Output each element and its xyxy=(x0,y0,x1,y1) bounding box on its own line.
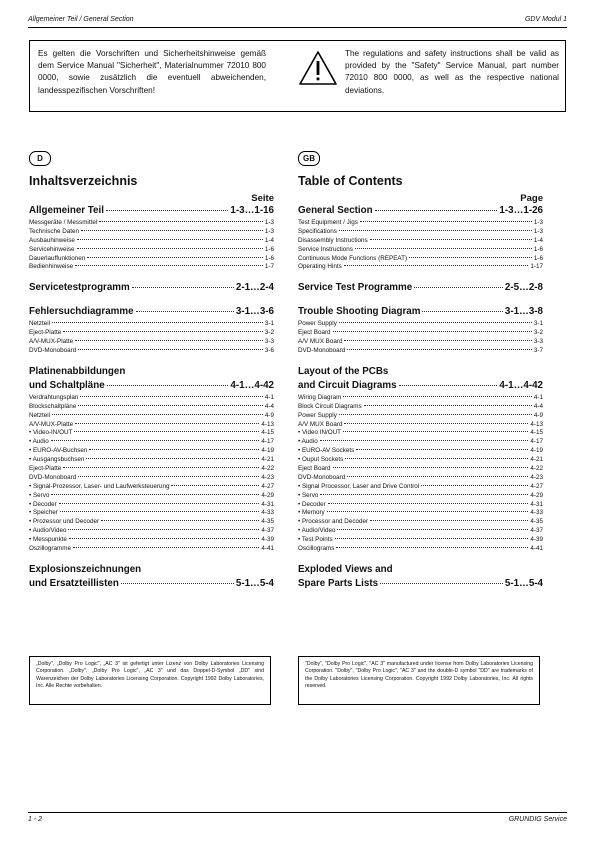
toc-entry-title: Disassembly Instructions xyxy=(298,236,368,244)
dot-leader xyxy=(77,239,263,240)
toc-subentry[interactable] xyxy=(29,501,274,510)
page-column-label: Seite xyxy=(251,193,274,204)
toc-subentry[interactable] xyxy=(29,412,274,421)
toc-entry-title: Oscillograms xyxy=(298,545,335,553)
toc-entry-page: 1-3…1-26 xyxy=(499,205,543,216)
toc-entry-title: Service Test Programme xyxy=(298,282,413,294)
dot-leader xyxy=(364,405,532,406)
toc-entry-title: Service Instructions xyxy=(298,245,353,253)
toc-entry-title: • Audio/Video xyxy=(298,527,336,535)
toc-entry-title: DVD-Monoboard xyxy=(298,347,346,355)
dot-leader xyxy=(360,221,532,222)
dot-leader xyxy=(99,221,263,222)
toc-entry-title: Dauerlauffunktionen xyxy=(29,254,86,262)
toc-subentry[interactable] xyxy=(298,492,543,501)
toc-entry-page: 4-9 xyxy=(264,411,274,419)
toc-entry-page: 1-3 xyxy=(533,227,543,235)
toc-subentry[interactable] xyxy=(29,518,274,527)
toc-entry-title: Eject Board xyxy=(298,465,331,473)
toc-section-1[interactable] xyxy=(298,205,543,219)
toc-entry-title: Netzteil xyxy=(29,320,50,328)
toc-entry-page: 3-3 xyxy=(264,338,274,346)
dot-leader xyxy=(89,449,259,450)
dot-leader xyxy=(327,511,529,512)
toc-section-5[interactable] xyxy=(29,578,274,592)
toc-entry-title: Wiring Diagram xyxy=(298,393,342,401)
toc-entry-page: 1-6 xyxy=(264,254,274,262)
dot-leader xyxy=(51,494,259,495)
toc-entry-title: • Ouput Sockets xyxy=(298,456,344,464)
toc-subentry[interactable] xyxy=(298,474,543,483)
toc-subentry[interactable] xyxy=(298,536,543,545)
dot-leader xyxy=(370,239,532,240)
dot-leader xyxy=(52,322,263,323)
safety-notice-box xyxy=(29,40,566,112)
toc-entry-title: Allgemeiner Teil xyxy=(29,205,104,216)
dot-leader xyxy=(320,494,528,495)
toc-section-3[interactable] xyxy=(29,306,274,320)
toc-entry-page: 1-4 xyxy=(264,236,274,244)
toc-entry-page: 4-1 xyxy=(533,393,543,401)
dot-leader xyxy=(320,440,529,441)
dot-leader xyxy=(336,547,528,548)
toc-entry-title: • EURO-AV Sockets xyxy=(298,447,355,455)
toc-entry-page: 4-29 xyxy=(261,491,274,499)
toc-entry-title: • Processor and Decoder xyxy=(298,518,369,526)
toc-subentry[interactable] xyxy=(29,263,274,272)
toc-subentry[interactable] xyxy=(298,228,543,237)
toc-entry-page: 4-21 xyxy=(261,456,274,464)
toc-subentry[interactable] xyxy=(298,429,543,438)
dot-leader xyxy=(339,414,532,415)
toc-subentry[interactable] xyxy=(298,237,543,246)
dot-leader xyxy=(87,257,263,258)
toc-entry-page: 4-17 xyxy=(530,438,543,446)
toc-subentry[interactable] xyxy=(29,483,274,492)
toc-subentry[interactable] xyxy=(29,527,274,536)
dot-leader xyxy=(81,230,263,231)
toc-subentry[interactable] xyxy=(298,456,543,465)
dolby-notice-en: "Dolby", "Dolby Pro Logic", "AC 3" manufactured under license from Dolby Laboratories Licensing Corporation. "Dolby", "Dolby Pro Logic", "AC 3" and the double-D symbol "DD" are trademarks of the Dolby Laboratories Licensing Corporation. Copyright 1992 Dolby Laboratories, Inc. All rights reserved. xyxy=(298,656,540,705)
dot-leader xyxy=(339,322,532,323)
toc-entry-page: 4-31 xyxy=(530,500,543,508)
toc-section-5[interactable] xyxy=(298,578,543,592)
toc-title: Inhaltsverzeichnis xyxy=(29,174,138,188)
dot-leader xyxy=(80,396,263,397)
toc-subentry[interactable] xyxy=(298,219,543,228)
toc-entry-title: Fehlersuchdiagramme xyxy=(29,306,134,318)
toc-subentry[interactable] xyxy=(298,263,543,272)
toc-german xyxy=(29,148,274,592)
toc-entry-page: 4-37 xyxy=(530,527,543,535)
toc-subentry[interactable] xyxy=(298,518,543,527)
safety-text-de: Es gelten die Vorschriften und Sicherheitshinweise gemäß dem Service Manual "Sicherheit", Materialnummer 72010 800 0000, sowie zusätzlich die eventuell abweichenden, landesspezifischen Vorschriften! xyxy=(38,49,266,95)
toc-entry-title: • Signal Processor, Laser and Drive Control xyxy=(298,482,420,490)
toc-title: Table of Contents xyxy=(298,174,403,188)
toc-entry-page: 3-1…3-6 xyxy=(235,306,274,318)
toc-subentry[interactable] xyxy=(298,338,543,347)
dot-leader xyxy=(333,331,532,332)
toc-entry-page: 1-6 xyxy=(533,245,543,253)
dot-leader xyxy=(75,265,263,266)
toc-subentry[interactable] xyxy=(298,438,543,447)
toc-entry-page: 1-3 xyxy=(264,227,274,235)
toc-subentry[interactable] xyxy=(298,509,543,518)
toc-entry-page: 4-41 xyxy=(261,545,274,553)
toc-entry-page: 1-3 xyxy=(264,219,274,226)
toc-entry-page: 4-22 xyxy=(261,465,274,473)
dolby-notice-de: „Dolby", „Dolby Pro Logic", „AC 3" ist gefertigt unter Lizenz von Dolby Laboratories Licensing Corporation. „Dolby", „Dolby Pro Logic", „AC 3" und das Doppel-D-Symbol „DD" sind Warenzeichen der Dolby Laboratories Licensing Corporation. Copyright 1992 Dolby Laboratories, Inc. Alle Rechte vorbehalten. xyxy=(29,656,271,705)
toc-subentry[interactable] xyxy=(298,465,543,474)
toc-entry-page: 5-1…5-4 xyxy=(235,577,274,589)
toc-subentry[interactable] xyxy=(29,545,274,554)
toc-subentry[interactable] xyxy=(29,421,274,430)
toc-entry-page: 4-27 xyxy=(261,482,274,490)
dot-leader xyxy=(335,538,529,539)
dot-leader xyxy=(421,485,528,486)
toc-subentry[interactable] xyxy=(298,394,543,403)
toc-entry-title: • Servo xyxy=(29,491,50,499)
toc-subentry[interactable] xyxy=(29,536,274,545)
toc-subentry[interactable] xyxy=(298,501,543,510)
toc-entry-page: 1-3…1-16 xyxy=(230,205,274,216)
toc-subentry[interactable] xyxy=(298,545,543,554)
toc-entry-page: 3-2 xyxy=(533,329,543,337)
toc-subentry[interactable] xyxy=(298,329,543,338)
dot-leader xyxy=(121,583,234,584)
toc-subentry[interactable] xyxy=(298,246,543,255)
toc-entry-page: 4-33 xyxy=(261,509,274,517)
dot-leader xyxy=(370,520,528,521)
toc-entry-title: Eject-Platte xyxy=(29,329,62,337)
toc-entry-title: Netzteil xyxy=(29,411,50,419)
toc-entry-page: 3-3 xyxy=(533,338,543,346)
page-column-label: Page xyxy=(520,193,543,204)
dot-leader xyxy=(344,265,529,266)
toc-entry-title: Oszillogramme xyxy=(29,545,71,553)
dot-leader xyxy=(68,529,259,530)
toc-subentry[interactable] xyxy=(29,474,274,483)
toc-entry-page: 1-6 xyxy=(533,254,543,262)
toc-entry-title: Block Circuit Diagrams xyxy=(298,402,362,410)
toc-entry-page: 4-31 xyxy=(261,500,274,508)
toc-entry-page: 4-13 xyxy=(530,420,543,428)
footer-brand: GRUNDIG Service xyxy=(508,816,567,823)
toc-entry-title: • EURO-AV-Buchsen xyxy=(29,447,88,455)
dot-leader xyxy=(136,311,234,312)
dot-leader xyxy=(339,230,532,231)
toc-subentry[interactable] xyxy=(29,228,274,237)
dot-leader xyxy=(409,257,532,258)
dot-leader xyxy=(345,458,528,459)
toc-section-4-line1: Layout of the PCBs xyxy=(298,365,389,377)
toc-entry-title: Verdrahtungsplan xyxy=(29,393,79,401)
toc-subentry[interactable] xyxy=(298,347,543,356)
toc-entry-page: 4-41 xyxy=(530,545,543,553)
toc-subentry[interactable] xyxy=(29,438,274,447)
toc-entry-title: Operating Hints xyxy=(298,263,342,271)
toc-entry-page: 1-17 xyxy=(530,263,543,271)
toc-subentry[interactable] xyxy=(29,456,274,465)
toc-entry-title: • Speicher xyxy=(29,509,58,517)
toc-entry-title: und Schaltpläne xyxy=(29,379,105,391)
toc-section-4-line1: Platinenabbildungen xyxy=(29,365,126,377)
language-badge-wrap xyxy=(29,148,274,166)
toc-entry-title: • Test Points xyxy=(298,536,333,544)
header-module-name: GDV Modul 1 xyxy=(524,16,567,23)
toc-entry-page: 2-5…2-8 xyxy=(504,282,543,294)
toc-entry-title: General Section xyxy=(298,205,373,216)
dot-leader xyxy=(132,287,234,288)
toc-entry-title: A/V MUX Board xyxy=(298,420,343,428)
dot-leader xyxy=(347,476,528,477)
toc-entry-title: Bedienhinweise xyxy=(29,263,74,271)
dot-leader xyxy=(78,476,259,477)
toc-subentry[interactable] xyxy=(298,527,543,536)
toc-entry-title: • Audio/Video xyxy=(29,527,67,535)
toc-entry-page: 4-15 xyxy=(530,429,543,437)
toc-section-2[interactable] xyxy=(298,282,543,296)
toc-section-1[interactable] xyxy=(29,205,274,219)
toc-entry-page: 4-1…4-42 xyxy=(230,379,274,391)
toc-entry-page: 4-23 xyxy=(530,473,543,481)
toc-entry-title: Power Supply xyxy=(298,320,337,328)
toc-section-4[interactable] xyxy=(298,380,543,394)
toc-subentry[interactable] xyxy=(29,465,274,474)
toc-subentry[interactable] xyxy=(29,347,274,356)
toc-entry-page: 4-17 xyxy=(261,438,274,446)
toc-entry-title: Test Equipment / Jigs xyxy=(298,219,358,226)
toc-subentry[interactable] xyxy=(298,421,543,430)
toc-entry-title: Eject-Platte xyxy=(29,465,62,473)
dot-leader xyxy=(107,385,229,386)
toc-entry-title: Specifications xyxy=(298,227,337,235)
dot-leader xyxy=(73,547,259,548)
toc-entry-page: 4-33 xyxy=(530,509,543,517)
dot-leader xyxy=(347,349,532,350)
dot-leader xyxy=(399,385,498,386)
toc-entry-title: A/V-MUX-Platte xyxy=(29,420,74,428)
dot-leader xyxy=(106,210,228,211)
toc-subentry[interactable] xyxy=(29,219,274,228)
toc-entry-page: 4-35 xyxy=(530,518,543,526)
toc-entry-page: 4-1 xyxy=(264,393,274,401)
toc-entry-title: and Circuit Diagrams xyxy=(298,379,397,391)
toc-entry-page: 3-7 xyxy=(533,347,543,355)
dot-leader xyxy=(171,485,259,486)
dot-leader xyxy=(86,458,259,459)
dot-leader xyxy=(414,287,503,288)
toc-subentry[interactable] xyxy=(298,403,543,412)
toc-entry-page: 4-23 xyxy=(261,473,274,481)
toc-entry-title: Messgeräte / Messmittel xyxy=(29,219,98,226)
toc-entry-page: 4-21 xyxy=(530,456,543,464)
dot-leader xyxy=(63,467,259,468)
dot-leader xyxy=(344,340,531,341)
toc-entry-title: DVD-Monoboard xyxy=(298,473,346,481)
toc-subentry[interactable] xyxy=(29,237,274,246)
dot-leader xyxy=(63,331,263,332)
toc-subentry[interactable] xyxy=(298,255,543,264)
language-badge: GB xyxy=(298,151,320,166)
toc-entry-title: DVD-Monoboard xyxy=(29,347,77,355)
toc-entry-page: 3-1 xyxy=(533,320,543,328)
page-header xyxy=(28,14,567,28)
toc-entry-title: Ausbauhinweise xyxy=(29,236,75,244)
toc-entry-title: und Ersatzteillisten xyxy=(29,577,119,589)
toc-entry-title: A/V-MUX-Platte xyxy=(29,338,74,346)
dot-leader xyxy=(333,467,529,468)
toc-subentry[interactable] xyxy=(298,412,543,421)
language-badge: D xyxy=(29,151,51,166)
toc-entry-page: 1-7 xyxy=(264,263,274,271)
toc-subentry[interactable] xyxy=(29,403,274,412)
toc-subentry[interactable] xyxy=(29,338,274,347)
toc-entry-page: 3-1 xyxy=(264,320,274,328)
dot-leader xyxy=(51,440,260,441)
toc-entry-title: • Decoder xyxy=(29,500,57,508)
toc-entry-title: Power Supply xyxy=(298,411,337,419)
dot-leader xyxy=(78,349,263,350)
toc-entry-title: DVD-Monoboard xyxy=(29,473,77,481)
dot-leader xyxy=(356,449,528,450)
toc-entry-title: Servicetestprogramm xyxy=(29,282,130,294)
toc-subentry[interactable] xyxy=(29,255,274,264)
toc-entry-page: 4-29 xyxy=(530,491,543,499)
dot-leader xyxy=(52,414,263,415)
toc-entry-page: 4-39 xyxy=(261,536,274,544)
toc-entry-title: • Prozessor und Decoder xyxy=(29,518,100,526)
toc-entry-page: 4-27 xyxy=(530,482,543,490)
dot-leader xyxy=(355,248,532,249)
toc-subentry[interactable] xyxy=(298,320,543,329)
toc-subentry[interactable] xyxy=(298,483,543,492)
toc-section-5-line1: Explosionszeichnungen xyxy=(29,563,142,575)
toc-entry-page: 1-6 xyxy=(264,245,274,253)
toc-entry-page: 2-1…2-4 xyxy=(235,282,274,294)
dot-leader xyxy=(75,340,263,341)
toc-entry-page: 4-22 xyxy=(530,465,543,473)
toc-entry-page: 4-19 xyxy=(261,447,274,455)
toc-entry-page: 3-6 xyxy=(264,347,274,355)
toc-entry-page: 4-37 xyxy=(261,527,274,535)
toc-entry-title: Spare Parts Lists xyxy=(298,577,379,589)
toc-entry-page: 5-1…5-4 xyxy=(504,577,543,589)
toc-english xyxy=(298,148,543,592)
toc-subentry[interactable] xyxy=(29,492,274,501)
toc-entry-page: 1-3 xyxy=(533,219,543,226)
dot-leader xyxy=(78,405,263,406)
toc-entry-page: 4-4 xyxy=(264,402,274,410)
toc-subentry[interactable] xyxy=(29,329,274,338)
toc-entry-title: • Messpunkte xyxy=(29,536,67,544)
dot-leader xyxy=(337,529,528,530)
toc-subentry[interactable] xyxy=(298,447,543,456)
toc-entry-title: Blockschaltpläne xyxy=(29,402,77,410)
header-section-title: Allgemeiner Teil / General Section xyxy=(28,16,134,23)
dot-leader xyxy=(343,431,528,432)
toc-subentry[interactable] xyxy=(29,246,274,255)
dot-leader xyxy=(60,511,260,512)
toc-section-4[interactable] xyxy=(29,380,274,394)
toc-section-3[interactable] xyxy=(298,306,543,320)
dot-leader xyxy=(77,248,263,249)
dot-leader xyxy=(375,210,498,211)
toc-subentry[interactable] xyxy=(29,509,274,518)
page-number: 1 - 2 xyxy=(28,816,43,823)
toc-entry-page: 4-39 xyxy=(530,536,543,544)
toc-entry-title: A/V MUX Board xyxy=(298,338,343,346)
toc-entry-page: 4-1…4-42 xyxy=(499,379,543,391)
toc-entry-title: • Servo xyxy=(298,491,319,499)
toc-entry-title: • Ausgangsbuchsen xyxy=(29,456,85,464)
dot-leader xyxy=(59,503,260,504)
dot-leader xyxy=(75,423,259,424)
toc-subentry[interactable] xyxy=(29,429,274,438)
toc-entry-title: Continuous Mode Functions (REPEAT) xyxy=(298,254,408,262)
dot-leader xyxy=(344,423,528,424)
page-footer xyxy=(28,812,567,827)
toc-subentry[interactable] xyxy=(29,320,274,329)
toc-entry-page: 4-35 xyxy=(261,518,274,526)
toc-entry-page: 4-4 xyxy=(533,402,543,410)
toc-entry-title: • Audio xyxy=(298,438,318,446)
toc-entry-page: 4-9 xyxy=(533,411,543,419)
toc-section-5-line1: Exploded Views and xyxy=(298,563,393,575)
dot-leader xyxy=(74,431,259,432)
toc-entry-page: 1-4 xyxy=(533,236,543,244)
dot-leader xyxy=(101,520,259,521)
toc-entry-page: 4-15 xyxy=(261,429,274,437)
toc-entry-page: 3-1…3-8 xyxy=(504,306,543,318)
toc-entry-page: 4-13 xyxy=(261,420,274,428)
toc-entry-title: Servicehinweise xyxy=(29,245,75,253)
dot-leader xyxy=(380,583,503,584)
toc-entry-title: • Signal-Prozessor, Laser- und Laufwerksteuerung xyxy=(29,482,170,490)
toc-entry-title: Trouble Shooting Diagram xyxy=(298,306,421,318)
toc-entry-title: Technische Daten xyxy=(29,227,80,235)
toc-entry-title: • Audio xyxy=(29,438,49,446)
toc-subentry[interactable] xyxy=(29,447,274,456)
toc-entry-title: Eject Board xyxy=(298,329,331,337)
dot-leader xyxy=(422,311,502,312)
toc-entry-title: • Decoder xyxy=(298,500,326,508)
dot-leader xyxy=(69,538,259,539)
toc-section-2[interactable] xyxy=(29,282,274,296)
toc-subentry[interactable] xyxy=(29,394,274,403)
dot-leader xyxy=(328,503,529,504)
warning-triangle-icon xyxy=(298,50,338,86)
toc-entry-title: • Video IN/OUT xyxy=(298,429,342,437)
toc-entry-page: 3-2 xyxy=(264,329,274,337)
toc-entry-page: 4-19 xyxy=(530,447,543,455)
toc-entry-title: • Memory xyxy=(298,509,325,517)
language-badge-wrap xyxy=(298,148,543,166)
dot-leader xyxy=(343,396,532,397)
toc-entry-title: • Video-IN/OUT xyxy=(29,429,73,437)
safety-text-en: The regulations and safety instructions shall be valid as provided by the "Safety" Service Manual, part number 72010 800 0000, as well as the respective national deviations. xyxy=(345,49,559,95)
